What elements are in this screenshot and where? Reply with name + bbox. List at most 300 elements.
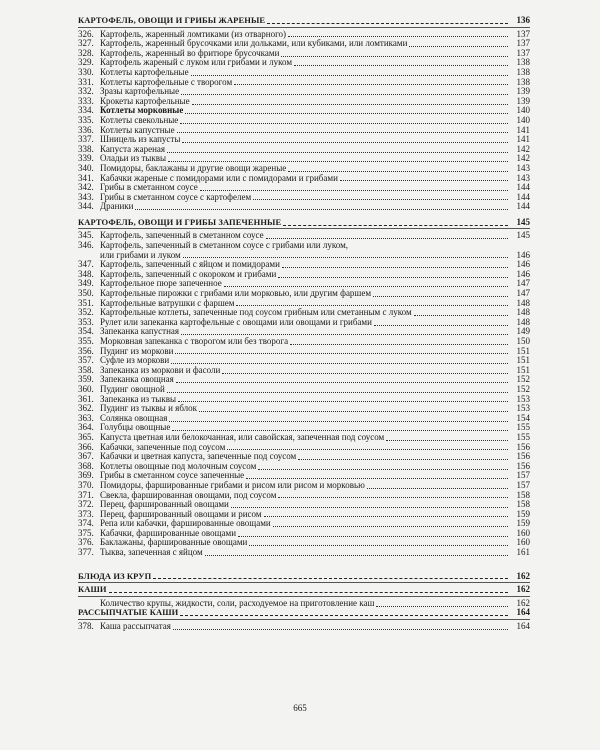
- dot-leader: [238, 535, 508, 537]
- entry-number: 363.: [78, 412, 94, 423]
- entry-number: 328.: [78, 47, 94, 58]
- entry-number: 345.: [78, 230, 94, 241]
- entry-title: Картофельные ватрушки с фаршем: [100, 298, 235, 308]
- toc-entry: [78, 318, 530, 328]
- entry-number: 327.: [78, 38, 94, 49]
- toc-entry: [78, 510, 530, 520]
- entry-title: Картофель, жаренный во фритюре брусочками: [100, 48, 280, 58]
- dot-leader: [294, 64, 508, 66]
- entry-number: 355.: [78, 336, 94, 346]
- entry-title: Картофельные котлеты, запеченные под соусом грибным или сметанным с луком: [100, 308, 412, 318]
- dot-leader: [249, 544, 508, 546]
- entry-page: 144: [516, 182, 530, 193]
- toc-page: [78, 14, 530, 632]
- entry-number: 367.: [78, 451, 94, 462]
- entry-number: 364.: [78, 422, 94, 433]
- entry-number: 353.: [78, 316, 94, 327]
- dot-leader: [176, 381, 508, 383]
- dot-leader: [205, 554, 508, 556]
- entry-number: 348.: [78, 268, 94, 279]
- entry-page: 157: [516, 479, 530, 490]
- toc-entry: [78, 414, 530, 424]
- dot-leader: [185, 112, 508, 114]
- dot-leader: [386, 439, 508, 441]
- dot-leader: [227, 448, 508, 450]
- toc-entry: [78, 39, 530, 49]
- divider: [78, 596, 530, 597]
- entry-number: 329.: [78, 57, 94, 68]
- section-title: КАРТОФЕЛЬ, ОВОЩИ И ГРИБЫ ЖАРЕНЫЕ: [78, 16, 266, 25]
- entry-page: 140: [516, 105, 530, 116]
- entry-page: 157: [516, 470, 530, 481]
- entry-number: 377.: [78, 547, 94, 558]
- dot-leader: [167, 151, 508, 153]
- toc-entry: [78, 145, 530, 155]
- entry-title: Шницель из капусты: [100, 135, 181, 145]
- entry-number: 374.: [78, 518, 94, 529]
- toc-entry: [78, 202, 530, 212]
- entry-page: 141: [516, 134, 530, 145]
- entry-page: 137: [516, 38, 530, 49]
- entry-page: 148: [516, 307, 530, 318]
- toc-entry: [78, 327, 530, 337]
- entry-number: 360.: [78, 383, 94, 394]
- entry-title: Котлеты морковные: [100, 106, 184, 116]
- entry-number: 349.: [78, 278, 94, 289]
- dot-leader: [180, 122, 508, 124]
- entry-page: 160: [516, 537, 530, 548]
- dot-leader: [191, 74, 508, 76]
- toc-entry: [78, 519, 530, 529]
- entry-title: Пудинг из тыквы и яблок: [100, 404, 198, 414]
- entry-title: Солянка овощная: [100, 413, 168, 423]
- dot-leader: [167, 391, 508, 393]
- dot-leader: [373, 295, 508, 297]
- toc-entry: [78, 366, 530, 376]
- entry-number: 370.: [78, 479, 94, 490]
- entry-number: 340.: [78, 162, 94, 173]
- dot-leader: [298, 458, 508, 460]
- toc-entry: [78, 270, 530, 280]
- entry-title: Зразы картофельные: [100, 87, 180, 97]
- entry-title: Котлеты овощные под молочным соусом: [100, 461, 257, 471]
- dot-leader: [288, 170, 508, 172]
- entry-title: Картофель, жаренный ломтиками (из отварного): [100, 29, 287, 39]
- toc-list-baked: [78, 231, 530, 557]
- toc-entry: [78, 337, 530, 347]
- entry-number: 337.: [78, 134, 94, 145]
- entry-title: Грибы в сметанном соусе: [100, 183, 198, 193]
- toc-entry: [78, 68, 530, 78]
- entry-page: 148: [516, 297, 530, 308]
- entry-title: Картофельное пюре запеченное: [100, 279, 222, 289]
- entry-page: 147: [516, 278, 530, 289]
- dot-leader: [350, 247, 508, 248]
- entry-title: Кабачки, запеченные под соусом: [100, 442, 226, 452]
- entry-title: Перец, фаршированный овощами и рисом: [100, 509, 262, 519]
- toc-entry: [78, 443, 530, 453]
- entry-page: 143: [516, 172, 530, 183]
- entry-title: Кабачки жареные с помидорами или с помидорами и грибами: [100, 173, 338, 183]
- dot-leader: [414, 314, 508, 316]
- dot-leader: [253, 198, 508, 200]
- dot-leader: [264, 515, 508, 517]
- dot-leader: [231, 506, 508, 508]
- dot-leader: [181, 93, 508, 95]
- subsection-page: 162: [516, 584, 530, 595]
- divider: [78, 27, 530, 28]
- entry-number: 336.: [78, 124, 94, 135]
- entry-number: 354.: [78, 326, 94, 337]
- entry-page: 138: [516, 57, 530, 68]
- toc-entry: [78, 135, 530, 145]
- toc-entry: [78, 500, 530, 510]
- entry-page: 143: [516, 162, 530, 173]
- entry-number: 350.: [78, 288, 94, 299]
- dot-leader: [135, 208, 508, 210]
- toc-entry: [78, 116, 530, 126]
- entry-page: 146: [516, 268, 530, 279]
- entry-number: 343.: [78, 191, 94, 202]
- dot-leader: [340, 179, 508, 181]
- dot-leader: [278, 496, 508, 498]
- entry-page: 137: [516, 47, 530, 58]
- dot-leader: [224, 285, 508, 287]
- toc-entry: [78, 529, 530, 539]
- dot-leader: [409, 45, 508, 47]
- entry-number: 369.: [78, 470, 94, 481]
- dot-leader: [182, 141, 508, 143]
- entry-title: Суфле из моркови: [100, 356, 170, 366]
- toc-entry: [78, 622, 530, 632]
- entry-number: 361.: [78, 393, 94, 404]
- entry-page: 155: [516, 422, 530, 433]
- toc-entry: [78, 423, 530, 433]
- entry-number: 378.: [78, 621, 94, 632]
- entry-page: 151: [516, 355, 530, 366]
- entry-title: Крокеты картофельные: [100, 96, 190, 106]
- entry-title: Картофельные пирожки с грибами или морковью, или другим фаршем: [100, 289, 372, 299]
- dot-leader: [178, 400, 508, 402]
- dot-leader: [367, 487, 508, 489]
- dot-leader: [246, 477, 508, 479]
- subsection-title: КАШИ: [78, 585, 107, 595]
- entry-page: 153: [516, 403, 530, 414]
- entry-title: Грибы в сметанном соусе запеченные: [100, 471, 245, 481]
- entry-title: Свекла, фаршированная овощами, под соусом: [100, 490, 277, 500]
- entry-title: Картофель, запеченный с яйцом и помидорами: [100, 260, 280, 270]
- entry-number: 351.: [78, 297, 94, 308]
- entry-title: Пудинг из моркови: [100, 346, 174, 356]
- entry-title: Картофель, жаренный брусочками или дольками, или кубиками, или ломтиками: [100, 39, 408, 49]
- entry-page: 154: [516, 412, 530, 423]
- toc-entry: [78, 193, 530, 203]
- toc-entry: [78, 491, 530, 501]
- entry-page: 151: [516, 364, 530, 375]
- entry-number: 359.: [78, 374, 94, 385]
- entry-page: 148: [516, 316, 530, 327]
- dot-leader: [173, 628, 508, 630]
- toc-entry: [78, 87, 530, 97]
- entry-number: 347.: [78, 259, 94, 270]
- dot-leader: [168, 160, 508, 162]
- entry-page: 159: [516, 518, 530, 529]
- section-title: КАРТОФЕЛЬ, ОВОЩИ И ГРИБЫ ЗАПЕЧЕННЫЕ: [78, 217, 282, 227]
- entry-number: 357.: [78, 355, 94, 366]
- toc-list-fried: [78, 30, 530, 212]
- entry-title: Помидоры, фаршированные грибами и рисом или рисом и морковью: [100, 480, 365, 490]
- toc-entry: [78, 78, 530, 88]
- subsection-page: 164: [516, 607, 530, 618]
- chapter-page: 162: [516, 570, 530, 581]
- entry-title: Оладьи из тыквы: [100, 154, 167, 164]
- entry-page: 147: [516, 288, 530, 299]
- toc-entry: [78, 308, 530, 318]
- entry-title: Капуста цветная или белокочанная, или савойская, запеченная под соусом: [100, 432, 385, 442]
- entry-title: Голубцы овощные: [100, 423, 171, 433]
- toc-entry: [78, 538, 530, 548]
- dot-leader: [172, 429, 508, 431]
- toc-entry: [78, 251, 530, 261]
- entry-page: 153: [516, 393, 530, 404]
- entry-title: Запеканка овощная: [100, 375, 174, 385]
- entry-title: Рулет или запеканка картофельные с овощами или овощами и грибами: [100, 317, 372, 327]
- entry-title: Количество крупы, жидкости, соли, расходуемое на приготовление каш: [100, 598, 375, 608]
- entry-page: 137: [516, 28, 530, 39]
- entry-page: 145: [516, 230, 530, 241]
- dot-leader: [278, 276, 508, 278]
- chapter-title: БЛЮДА ИЗ КРУП: [78, 571, 152, 581]
- subsection-heading-kashi: [78, 585, 530, 595]
- entry-number: 346.: [78, 240, 94, 251]
- toc-entry: [78, 30, 530, 40]
- entry-page: 144: [516, 191, 530, 202]
- entry-number: 344.: [78, 201, 94, 212]
- toc-entry: [78, 174, 530, 184]
- entry-number: 373.: [78, 508, 94, 519]
- toc-entry: [78, 462, 530, 472]
- entry-number: 368.: [78, 460, 94, 471]
- entry-number: 342.: [78, 182, 94, 193]
- toc-entry: [78, 347, 530, 357]
- toc-entry: [78, 126, 530, 136]
- entry-page: 146: [516, 259, 530, 270]
- entry-title: Запеканка из моркови и фасоли: [100, 365, 221, 375]
- chapter-heading-groats: [78, 572, 530, 582]
- dot-leader: [109, 591, 508, 593]
- toc-list-kashi: [78, 599, 530, 609]
- entry-page: 151: [516, 345, 530, 356]
- entry-title: Капуста жареная: [100, 144, 166, 154]
- dot-leader: [236, 304, 508, 306]
- dot-leader: [282, 266, 508, 268]
- entry-number: 338.: [78, 143, 94, 154]
- toc-entry: [78, 97, 530, 107]
- section-heading-baked: [78, 218, 530, 228]
- entry-title: Помидоры, баклажаны и другие овощи жареные: [100, 163, 287, 173]
- section-page: 136: [516, 15, 530, 25]
- entry-number: 371.: [78, 489, 94, 500]
- dot-leader: [177, 131, 508, 133]
- dot-leader: [288, 35, 508, 37]
- toc-entry: [78, 58, 530, 68]
- entry-page: 138: [516, 76, 530, 87]
- entry-page: 152: [516, 383, 530, 394]
- entry-title: Запеканка капустная: [100, 327, 180, 337]
- entry-number: 339.: [78, 153, 94, 164]
- entry-page: 155: [516, 431, 530, 442]
- entry-page: 149: [516, 326, 530, 337]
- entry-title: Тыква, запеченная с яйцом: [100, 548, 203, 558]
- toc-entry: [78, 299, 530, 309]
- toc-entry: [78, 548, 530, 558]
- entry-title: Морковная запеканка с творогом или без творога: [100, 337, 289, 346]
- dot-leader: [258, 468, 508, 470]
- toc-entry: [78, 49, 530, 59]
- entry-page: 138: [516, 66, 530, 77]
- toc-entry: [78, 231, 530, 241]
- dot-leader: [376, 605, 508, 607]
- entry-title: Картофель жареный с луком или грибами и луком: [100, 58, 293, 68]
- toc-entry: [78, 395, 530, 405]
- entry-number: 362.: [78, 403, 94, 414]
- toc-entry: [78, 404, 530, 414]
- entry-title: Кабачки и цветная капуста, запеченные под соусом: [100, 452, 297, 462]
- toc-entry: [78, 164, 530, 174]
- dot-leader: [267, 22, 508, 24]
- entry-page: 162: [516, 597, 530, 608]
- dot-leader: [200, 189, 508, 191]
- entry-page: 142: [516, 143, 530, 154]
- entry-number: 358.: [78, 364, 94, 375]
- dot-leader: [290, 343, 508, 345]
- subsection-title: РАССЫПЧАТЫЕ КАШИ: [78, 608, 179, 618]
- entry-page: 160: [516, 527, 530, 538]
- dot-leader: [153, 577, 508, 579]
- dot-leader: [273, 525, 508, 527]
- entry-title: Репа или кабачки, фаршированные овощами: [100, 519, 271, 529]
- entry-title: Драники: [100, 202, 134, 212]
- entry-title: Баклажаны, фаршированные овощами: [100, 538, 248, 548]
- entry-page: 158: [516, 489, 530, 500]
- entry-page: 159: [516, 508, 530, 519]
- dot-leader: [183, 256, 508, 258]
- toc-entry: [78, 481, 530, 491]
- entry-page: 156: [516, 460, 530, 471]
- dot-leader: [192, 103, 508, 105]
- entry-number: 332.: [78, 86, 94, 97]
- entry-title: Каша рассыпчатая: [100, 622, 171, 632]
- toc-entry: [78, 433, 530, 443]
- entry-page: 161: [516, 547, 530, 558]
- entry-number: 335.: [78, 114, 94, 125]
- dot-leader: [374, 324, 508, 326]
- toc-entry: [78, 385, 530, 395]
- entry-page: 146: [516, 249, 530, 260]
- dot-leader: [171, 362, 508, 364]
- subsection-heading-crumbly: [78, 608, 530, 618]
- entry-number: 331.: [78, 76, 94, 87]
- entry-title: Котлеты свекольные: [100, 115, 179, 125]
- entry-title: или грибами и луком: [100, 250, 181, 260]
- dot-leader: [180, 614, 508, 616]
- entry-page: 144: [516, 201, 530, 212]
- dot-leader: [283, 224, 508, 226]
- entry-page: 156: [516, 451, 530, 462]
- entry-number: 366.: [78, 441, 94, 452]
- entry-number: 326.: [78, 28, 94, 39]
- toc-entry: [78, 599, 530, 609]
- dot-leader: [175, 352, 508, 354]
- entry-title: Кабачки, фаршированные овощами: [100, 528, 237, 538]
- entry-number: 356.: [78, 345, 94, 356]
- toc-entry: [78, 452, 530, 462]
- page-number: 665: [293, 703, 307, 713]
- entry-number: 341.: [78, 172, 94, 183]
- entry-title: Пудинг овощной: [100, 384, 165, 394]
- entry-number: 375.: [78, 527, 94, 538]
- entry-title: Котлеты картофельные: [100, 67, 189, 77]
- section-heading-fried: [78, 16, 530, 26]
- entry-page: 150: [516, 336, 530, 346]
- divider: [78, 228, 530, 229]
- entry-page: 140: [516, 114, 530, 125]
- toc-entry: [78, 375, 530, 385]
- toc-entry: [78, 471, 530, 481]
- divider: [78, 582, 530, 583]
- toc-entry: [78, 260, 530, 270]
- entry-page: 139: [516, 95, 530, 106]
- entry-title: Грибы в сметанном соусе с картофелем: [100, 192, 252, 202]
- dot-leader: [234, 83, 508, 85]
- toc-entry: [78, 289, 530, 299]
- entry-number: 333.: [78, 95, 94, 106]
- dot-leader: [266, 237, 508, 239]
- entry-title: Запеканка из тыквы: [100, 394, 176, 404]
- entry-page: 139: [516, 86, 530, 97]
- entry-page: 152: [516, 374, 530, 385]
- entry-number: 376.: [78, 537, 94, 548]
- toc-entry: [78, 154, 530, 164]
- dot-leader: [281, 55, 508, 57]
- entry-number: 330.: [78, 66, 94, 77]
- entry-number: 334.: [78, 105, 94, 116]
- dot-leader: [169, 420, 508, 422]
- divider: [78, 619, 530, 620]
- toc-list-crumbly: [78, 622, 530, 632]
- entry-page: 156: [516, 441, 530, 452]
- entry-number: 365.: [78, 431, 94, 442]
- entry-title: Котлеты картофельные с творогом: [100, 77, 233, 87]
- entry-title: Котлеты капустные: [100, 125, 175, 135]
- entry-title: Перец, фаршированный овощами: [100, 500, 229, 510]
- entry-page: 141: [516, 124, 530, 135]
- toc-entry: [78, 241, 530, 251]
- entry-page: 158: [516, 499, 530, 510]
- dot-leader: [199, 410, 508, 412]
- dot-leader: [222, 372, 508, 374]
- entry-number: 372.: [78, 499, 94, 510]
- entry-title: Картофель, запеченный в сметанном соусе: [100, 231, 264, 241]
- entry-page: 164: [516, 621, 530, 632]
- toc-entry: [78, 279, 530, 289]
- toc-entry: [78, 106, 530, 116]
- dot-leader: [181, 333, 508, 335]
- entry-title: Картофель, запеченный в сметанном соусе с грибами или луком,: [100, 241, 349, 251]
- toc-entry: [78, 183, 530, 193]
- entry-number: 352.: [78, 307, 94, 318]
- section-page: 145: [516, 216, 530, 227]
